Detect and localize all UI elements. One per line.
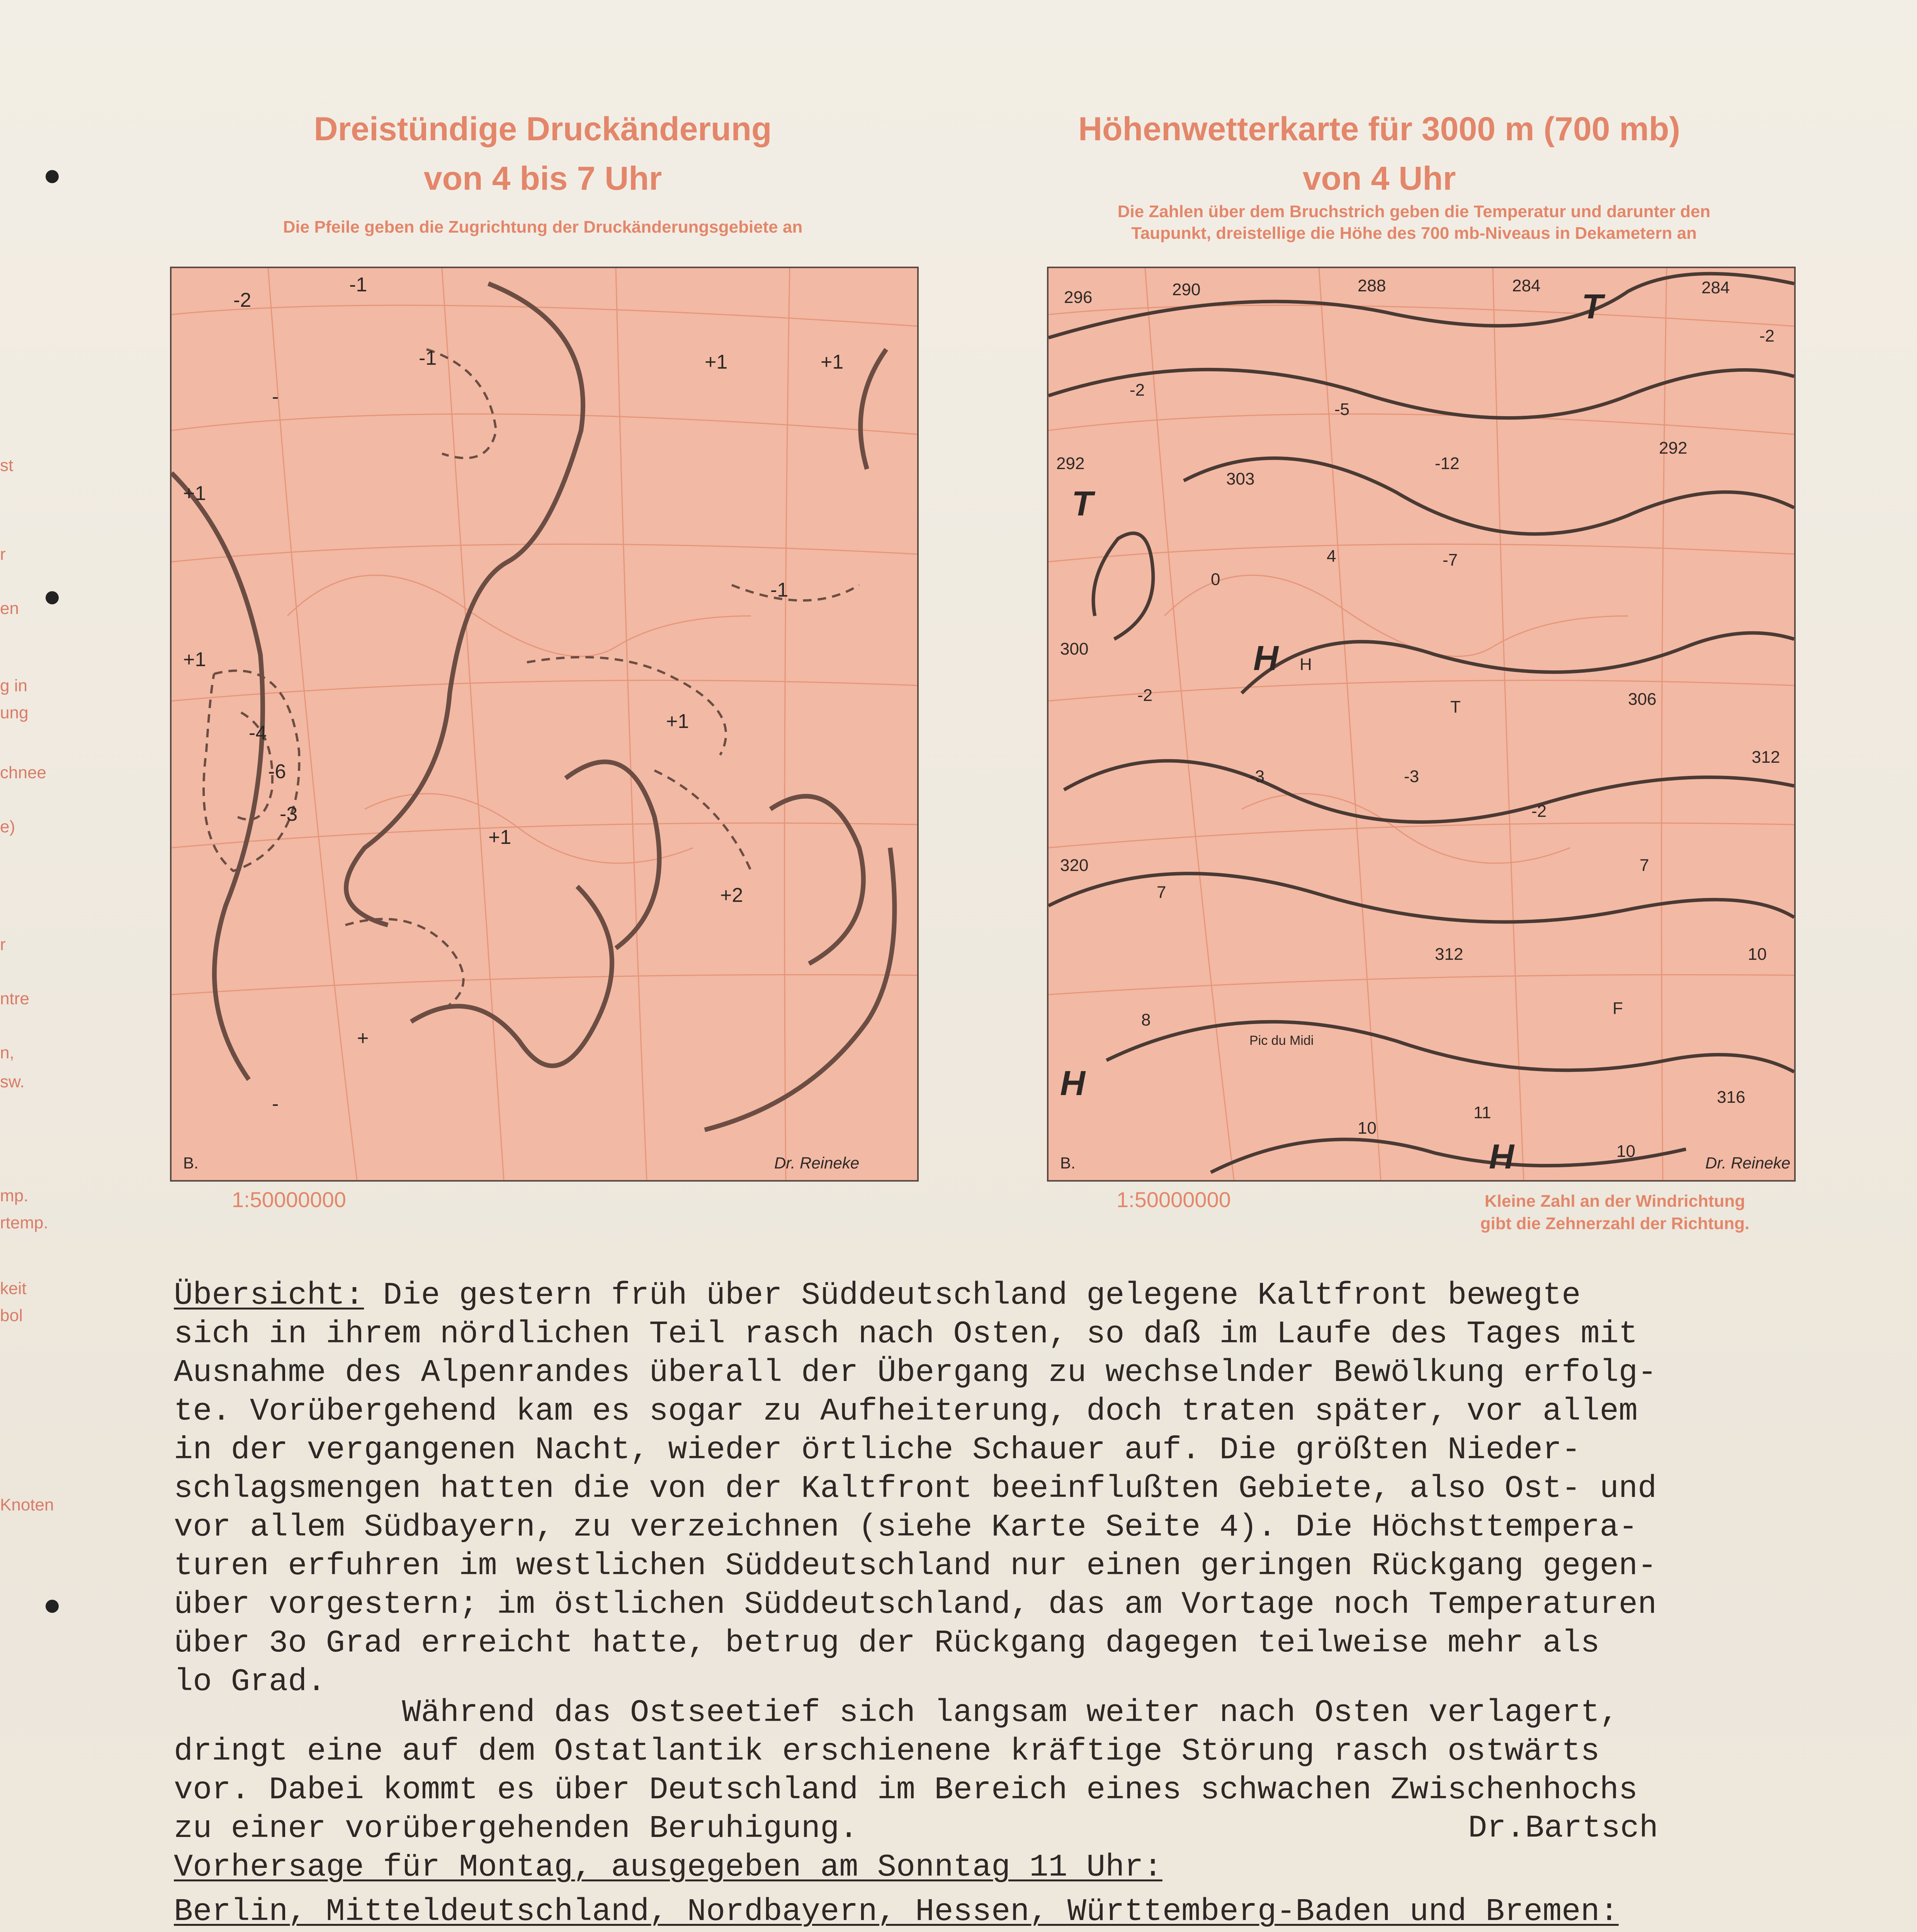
punch-hole (46, 591, 59, 604)
svg-text:+: + (357, 1027, 369, 1049)
upper-air-map (1047, 267, 1796, 1182)
right-map-note-line2: gibt die Zehnerzahl der Richtung. (1480, 1214, 1750, 1233)
svg-text:312: 312 (1435, 945, 1463, 964)
right-map-subtitle-line1: Die Zahlen über dem Bruchstrich geben die Temperatur und darunter den (1117, 202, 1711, 221)
overview-line: lo Grad. (174, 1664, 326, 1700)
svg-text:+1: +1 (705, 351, 728, 373)
pressure-change-map (170, 267, 919, 1182)
svg-text:-3: -3 (1249, 767, 1265, 786)
margin-fragment: en (0, 599, 19, 618)
right-map-scale: 1:50000000 (1117, 1187, 1231, 1212)
overview-line: Ausnahme des Alpenrandes überall der Übergang zu wechselnder Bewölkung erfolg- (174, 1355, 1657, 1391)
overview-line: zu einer vorübergehenden Beruhigung. (174, 1811, 858, 1847)
margin-fragment: g in (0, 676, 27, 695)
overview-line: in der vergangenen Nacht, wieder örtliche Schauer auf. Die größten Nieder- (174, 1432, 1581, 1468)
margin-fragment: rtemp. (0, 1213, 48, 1232)
left-map-title-line2: von 4 bis 7 Uhr (423, 160, 662, 197)
svg-text:288: 288 (1358, 276, 1386, 295)
margin-fragment: r (0, 545, 6, 564)
margin-fragment: r (0, 935, 6, 954)
svg-text:-3: -3 (280, 803, 298, 825)
svg-text:10: 10 (1616, 1142, 1635, 1161)
svg-text:H: H (1253, 639, 1278, 678)
overview-line: turen erfuhren im westlichen Süddeutschland nur einen geringen Rückgang gegen- (174, 1548, 1657, 1584)
svg-text:-7: -7 (1443, 551, 1458, 570)
svg-text:284: 284 (1701, 278, 1730, 297)
right-map-note (1429, 1190, 1800, 1235)
svg-text:-2: -2 (1531, 802, 1547, 821)
left-map-scale: 1:50000000 (232, 1187, 346, 1212)
svg-text:-: - (272, 386, 279, 408)
svg-text:T: T (1072, 485, 1093, 523)
overview-line: über 3o Grad erreicht hatte, betrug der Rückgang dagegen teilweise mehr als (174, 1625, 1600, 1661)
svg-text:-5: -5 (1334, 400, 1350, 419)
svg-text:+2: +2 (720, 884, 743, 906)
svg-text:+1: +1 (821, 351, 844, 373)
svg-text:+1: +1 (183, 482, 206, 505)
svg-text:0: 0 (1211, 570, 1220, 589)
overview-signature: Dr.Bartsch (1468, 1810, 1659, 1846)
svg-text:312: 312 (1752, 748, 1780, 767)
svg-text:-1: -1 (770, 579, 789, 601)
svg-text:-1: -1 (419, 347, 437, 369)
svg-text:316: 316 (1717, 1088, 1745, 1107)
svg-text:-6: -6 (268, 760, 286, 783)
left-map-author: Dr. Reineke (774, 1154, 860, 1172)
overview-line: Während das Ostseetief sich langsam weiter nach Osten verlagert, (174, 1695, 1619, 1731)
svg-text:-: - (272, 1093, 279, 1115)
svg-text:300: 300 (1060, 639, 1089, 658)
svg-text:F: F (1613, 999, 1623, 1018)
margin-fragment: ung (0, 703, 29, 722)
overview-line: vor. Dabei kommt es über Deutschland im Bereich eines schwachen Zwischenhochs (174, 1772, 1638, 1808)
punch-hole (46, 170, 59, 183)
margin-fragment: sw. (0, 1072, 25, 1091)
svg-text:T: T (1450, 697, 1461, 716)
overview-line: über vorgestern; im östlichen Süddeutschland, das am Vortage noch Temperaturen (174, 1587, 1657, 1622)
svg-text:H: H (1489, 1138, 1514, 1176)
punch-hole (46, 1600, 59, 1613)
left-map-title-line1: Dreistündige Druckänderung (314, 111, 772, 148)
svg-text:-2: -2 (1137, 686, 1153, 705)
overview-line: Übersicht: Die gestern früh über Süddeutschland gelegene Kaltfront bewegte (174, 1277, 1581, 1313)
pressure-change-map-graphic (172, 268, 917, 1180)
overview-line: schlagsmengen hatten die von der Kaltfront beeinflußten Gebiete, also Ost- und (174, 1471, 1657, 1507)
svg-text:303: 303 (1226, 469, 1255, 488)
svg-text:296: 296 (1064, 288, 1093, 307)
right-map-title-line2: von 4 Uhr (1302, 160, 1456, 197)
svg-text:7: 7 (1640, 856, 1649, 875)
left-map-corner-label: B. (183, 1154, 199, 1172)
margin-fragment: Knoten (0, 1495, 54, 1514)
forecast-heading: Vorhersage für Montag, ausgegeben am Sonntag 11 Uhr: (174, 1849, 1162, 1885)
svg-text:+1: +1 (183, 648, 206, 671)
left-map-subtitle: Die Pfeile geben die Zugrichtung der Druckänderungsgebiete an (283, 218, 803, 236)
right-map-subtitle-line2: Taupunkt, dreistellige die Höhe des 700 mb-Niveaus in Dekametern an (1131, 224, 1697, 243)
right-map-author: Dr. Reineke (1705, 1154, 1791, 1172)
svg-text:H: H (1060, 1064, 1085, 1103)
svg-text:-2: -2 (233, 289, 252, 311)
margin-fragment: mp. (0, 1186, 29, 1205)
svg-text:292: 292 (1659, 439, 1688, 457)
svg-text:-3: -3 (1404, 767, 1419, 786)
overview-line: dringt eine auf dem Ostatlantik erschienene kräftige Störung rasch ostwärts (174, 1733, 1600, 1769)
svg-text:-2: -2 (1759, 327, 1775, 345)
svg-text:7: 7 (1157, 883, 1166, 902)
upper-air-map-graphic (1049, 268, 1794, 1180)
svg-text:H: H (1300, 655, 1312, 674)
right-map-corner-label: B. (1060, 1154, 1076, 1172)
margin-fragment: bol (0, 1306, 23, 1325)
svg-text:306: 306 (1628, 690, 1657, 709)
svg-text:8: 8 (1141, 1010, 1151, 1029)
right-map-title-line1: Höhenwetterkarte für 3000 m (700 mb) (1078, 111, 1681, 148)
svg-text:-2: -2 (1130, 381, 1145, 400)
svg-text:+1: +1 (488, 826, 512, 849)
margin-fragment: ntre (0, 989, 29, 1008)
svg-text:11: 11 (1473, 1103, 1491, 1122)
svg-text:-12: -12 (1435, 454, 1460, 473)
overview-heading: Übersicht: (174, 1277, 364, 1313)
pic-du-midi-label: Pic du Midi (1249, 1033, 1314, 1048)
svg-text:292: 292 (1056, 454, 1085, 473)
svg-text:+1: +1 (666, 710, 689, 733)
svg-text:284: 284 (1512, 276, 1541, 295)
margin-fragment: st (0, 456, 14, 475)
svg-text:10: 10 (1358, 1119, 1377, 1138)
forecast-region1-heading: Berlin, Mitteldeutschland, Nordbayern, Hessen, Württemberg-Baden und Bremen: (174, 1894, 1619, 1930)
svg-text:-4: -4 (249, 722, 267, 744)
svg-text:290: 290 (1172, 280, 1201, 299)
svg-text:10: 10 (1748, 945, 1767, 964)
margin-fragment: chnee (0, 763, 46, 782)
svg-text:T: T (1582, 287, 1603, 326)
margin-fragment: e) (0, 817, 15, 836)
svg-text:-1: -1 (349, 274, 367, 296)
svg-text:4: 4 (1327, 547, 1336, 566)
svg-text:320: 320 (1060, 856, 1089, 875)
overview-line: te. Vorübergehend kam es sogar zu Aufheiterung, doch traten später, vor allem (174, 1393, 1638, 1429)
margin-fragment: keit (0, 1279, 27, 1298)
overview-line: vor allem Südbayern, zu verzeichnen (siehe Karte Seite 4). Die Höchsttempera- (174, 1509, 1638, 1545)
margin-fragment: n, (0, 1043, 14, 1062)
right-map-note-line1: Kleine Zahl an der Windrichtung (1484, 1192, 1745, 1211)
overview-line: sich in ihrem nördlichen Teil rasch nach Osten, so daß im Laufe des Tages mit (174, 1316, 1638, 1352)
